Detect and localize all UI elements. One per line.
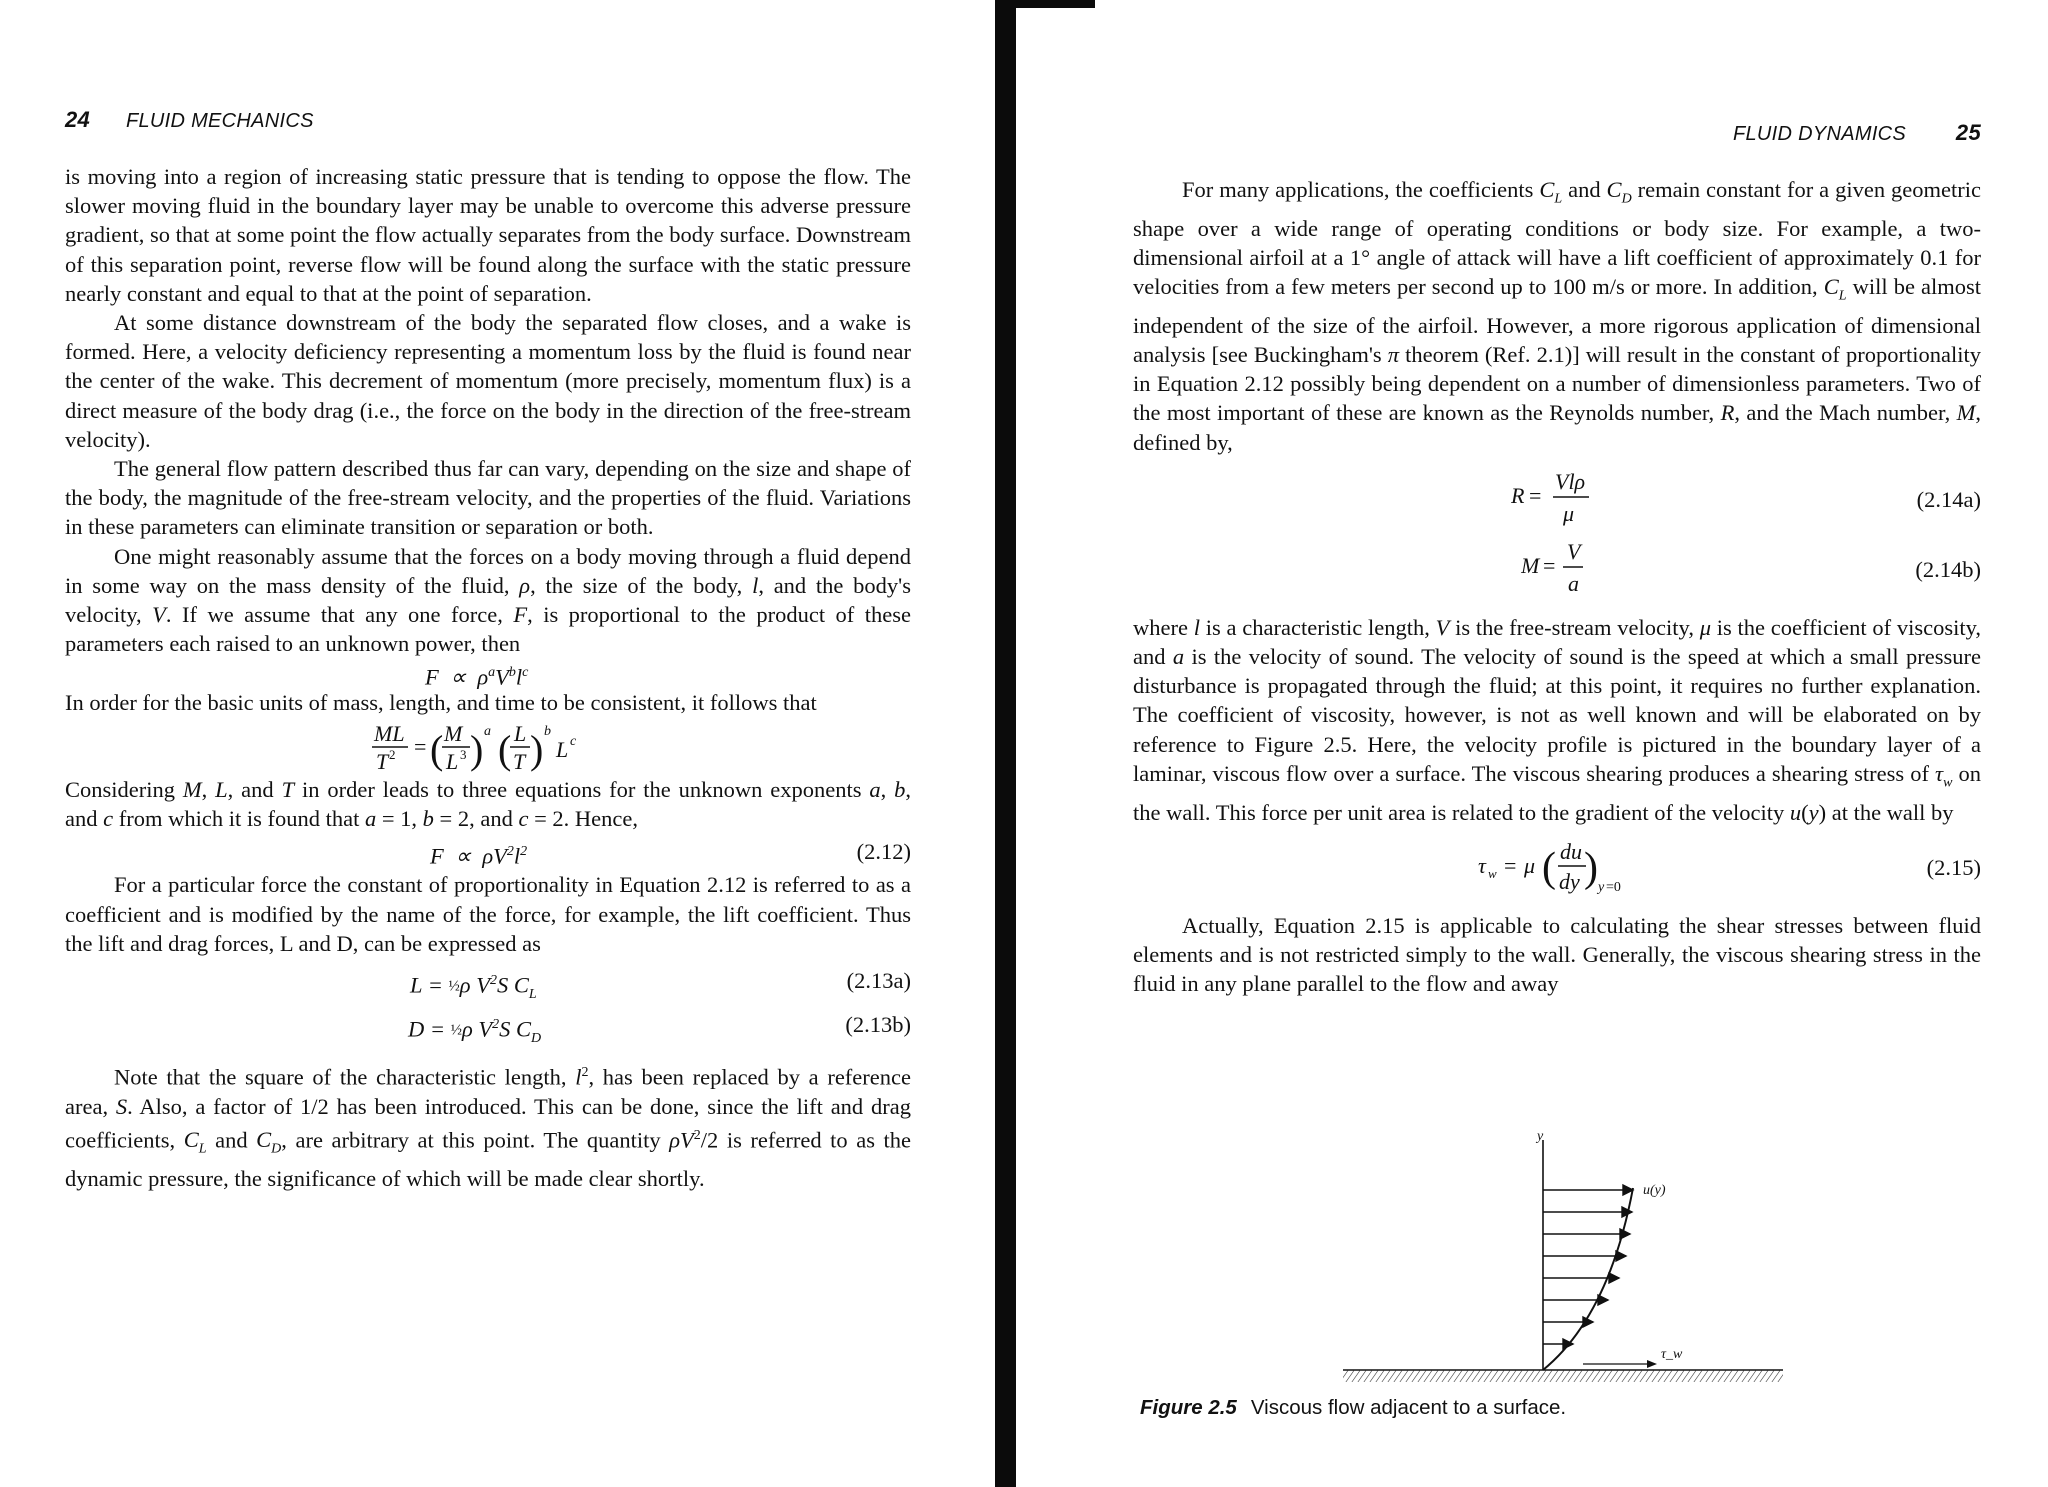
svg-text:μ: μ: [1563, 500, 1575, 526]
paragraph: Note that the square of the characteristic length, $l^2$, has been replaced by a reference area, S. Also, a factor of 1/2 has been introduced. This can be done, since the lift and drag coefficients, $C_L$ and $C_D$, are arbitrary at this point. The quantity $\rho V^2/2$ is referred to as the dynamic pressure, the significance of which will be made clear shortly.: [65, 1064, 911, 1192]
left-body: [65, 162, 911, 1193]
svg-text:): ): [1584, 844, 1598, 891]
svg-text:=: =: [414, 733, 427, 759]
equation-number: (2.14a): [1916, 486, 1981, 512]
equation-2-14b: [1133, 537, 1981, 609]
svg-text:L: L: [556, 736, 569, 762]
equation-number: (2.12): [856, 839, 911, 865]
svg-text:(: (: [498, 726, 512, 772]
svg-text:T: T: [376, 748, 389, 774]
svg-text:c: c: [570, 733, 577, 749]
svg-text:μ: μ: [1524, 852, 1536, 878]
velocity-profile-curve: [1543, 1188, 1633, 1370]
right-running-head: [1133, 120, 1981, 146]
figure-label: Figure 2.5: [1140, 1396, 1237, 1419]
svg-text:du: du: [1560, 838, 1582, 864]
y-axis-label: y: [1537, 1129, 1544, 1144]
book-spine: [995, 0, 1016, 1487]
equation-number: (2.15): [1926, 854, 1981, 880]
svg-text:): ): [470, 726, 484, 772]
svg-text:=: =: [1543, 552, 1556, 578]
paragraph: For many applications, the coefficients $C_L$ and $C_D$ remain constant for a given geometric shape over a wide range of operating conditions or body size. For example, a two-dimensional airfoil at a 1° angle of attack will have a lift coefficient of approximately 0.1 for velocities from a few meters per second up to 100 m/s or more. In addition, $C_L$ will be almost independent of the size of the airfoil. However, a more rigorous application of dimensional analysis [see Buckingham's π theorem (Ref. 2.1)] will result in the constant of proportionality in Equation 2.12 possibly being dependent on a number of dimensionless parameters. Two of the most important of these are known as the Reynolds number, R, and the Mach number, M, defined by,: [1133, 177, 1981, 455]
left-running-head: [65, 107, 911, 133]
paragraph: For a particular force the constant of proportionality in Equation 2.12 is referred to as a coefficient and is modified by the name of the force, for example, the lift coefficient. Thus the lift and drag forces, L and D, can be expressed as: [65, 872, 911, 956]
svg-text:3: 3: [460, 746, 467, 762]
svg-text:M: M: [1521, 552, 1540, 578]
equation-2-12: $F \propto \rho V^2l^2$ (2.12): [430, 839, 911, 869]
page-number: 25: [1955, 120, 1981, 145]
svg-text:a: a: [484, 723, 491, 739]
svg-text:T: T: [513, 748, 526, 774]
svg-text:Vlρ: Vlρ: [1555, 468, 1586, 494]
equation-2-13a: L = ½ρ $V^2S$ $C_L$ (2.13a): [410, 968, 911, 1003]
shear-stress-label: τ_w: [1661, 1347, 1683, 1362]
figure-caption: [1140, 1396, 1566, 1420]
book-spine-edge: [995, 0, 1095, 8]
running-head-title: FLUID DYNAMICS: [1732, 123, 1907, 145]
equation-number: (2.14b): [1915, 556, 1981, 582]
svg-text:L: L: [514, 720, 527, 746]
right-body: [1133, 175, 1981, 998]
equation-2-13b: D = ½ρ $V^2S$ $C_D$ (2.13b): [408, 1012, 911, 1047]
svg-text:y: y: [1598, 879, 1605, 895]
velocity-profile-diagram: [1343, 1120, 1923, 1390]
svg-text:ML: ML: [374, 720, 405, 746]
svg-text:=: =: [1504, 852, 1517, 878]
svg-text:R: R: [1511, 482, 1525, 508]
paragraph: In order for the basic units of mass, length, and time to be consistent, it follows that: [65, 689, 817, 715]
figure-2-5: [1133, 1120, 1981, 1440]
equation-2-14a: [1133, 467, 1981, 537]
svg-text:(: (: [1542, 844, 1556, 891]
paragraph: At some distance downstream of the body the separated flow closes, and a wake is formed. Here, a velocity deficiency representing a momentum loss by the fluid is found near the center of the wake. This decrement of momentum (more precisely, momentum flux) is a direct measure of the body drag (i.e., the force on the body in the direction of the free-stream velocity).: [65, 310, 911, 452]
svg-text:): ): [530, 726, 544, 772]
svg-text:2: 2: [389, 746, 396, 762]
svg-text:dy: dy: [1559, 868, 1580, 894]
equation-number: (2.13b): [845, 1012, 911, 1038]
velocity-arrows: [1543, 1185, 1633, 1349]
paragraph: where l is a characteristic length, V is the free-stream velocity, μ is the coefficient of viscosity, and a is the velocity of sound. The velocity of sound is the speed at which a small pressure disturbance is propagated through the fluid; at this point, it requires no further explanation. The coefficient of viscosity, however, is not as well known and will be elaborated on by reference to Figure 2.5. Here, the velocity profile is pictured in the boundary layer of a laminar, viscous flow over a surface. The viscous shearing produces a shearing stress of $\tau_w$ on the wall. This force per unit area is related to the gradient of the velocity u(y) at the wall by: [1133, 614, 1982, 825]
svg-text:(: (: [430, 726, 444, 772]
svg-text:=0: =0: [1606, 879, 1621, 895]
equation-units: [65, 717, 911, 775]
equation-force-proportionality: $F \propto \rho^aV^bl^c$: [425, 664, 529, 690]
svg-text:M: M: [444, 720, 463, 746]
paragraph: Actually, Equation 2.15 is applicable to calculating the shear stresses between fluid elements and is not restricted simply to the wall. Generally, the viscous shearing stress in the fluid in any plane parallel to the flow and away: [1133, 912, 1981, 997]
paragraph: Considering M, L, and T in order leads to three equations for the unknown exponents a, b, and c from which it is found that a = 1, b = 2, and c = 2. Hence,: [65, 776, 912, 832]
svg-text:w: w: [1488, 865, 1497, 881]
svg-text:a: a: [1568, 570, 1579, 596]
svg-text:b: b: [544, 723, 551, 739]
svg-text:=: =: [1529, 482, 1542, 508]
running-head-title: FLUID MECHANICS: [125, 110, 314, 132]
u-profile-label: u(y): [1643, 1183, 1666, 1198]
figure-caption-text: Viscous flow adjacent to a surface.: [1250, 1396, 1567, 1419]
page-number: 24: [65, 107, 91, 132]
paragraph: One might reasonably assume that the forces on a body moving through a fluid depend in some way on the mass density of the fluid, ρ, the size of the body, l, and the body's velocity, V. If we assume that any one force, F, is proportional to the product of these parameters each raised to an unknown power, then: [65, 543, 911, 657]
svg-text:L: L: [446, 748, 459, 774]
wall-surface: [1343, 1370, 1783, 1382]
equation-number: (2.13a): [846, 968, 911, 994]
paragraph: is moving into a region of increasing static pressure that is tending to oppose the flow. The slower moving fluid in the boundary layer may be unable to overcome this adverse pressure gradient, so that at some point the flow actually separates from the body surface. Downstream of this separation point, reverse flow will be found along the surface with the static pressure nearly constant and equal to that at the point of separation.: [65, 164, 911, 306]
paragraph: The general flow pattern described thus far can vary, depending on the size and shape of the body, the magnitude of the free-stream velocity, and the properties of the fluid. Variations in these parameters can eliminate transition or separation or both.: [65, 456, 911, 540]
svg-text:V: V: [1567, 538, 1581, 564]
equation-2-15: [1133, 831, 1981, 907]
svg-text:τ: τ: [1478, 852, 1486, 878]
